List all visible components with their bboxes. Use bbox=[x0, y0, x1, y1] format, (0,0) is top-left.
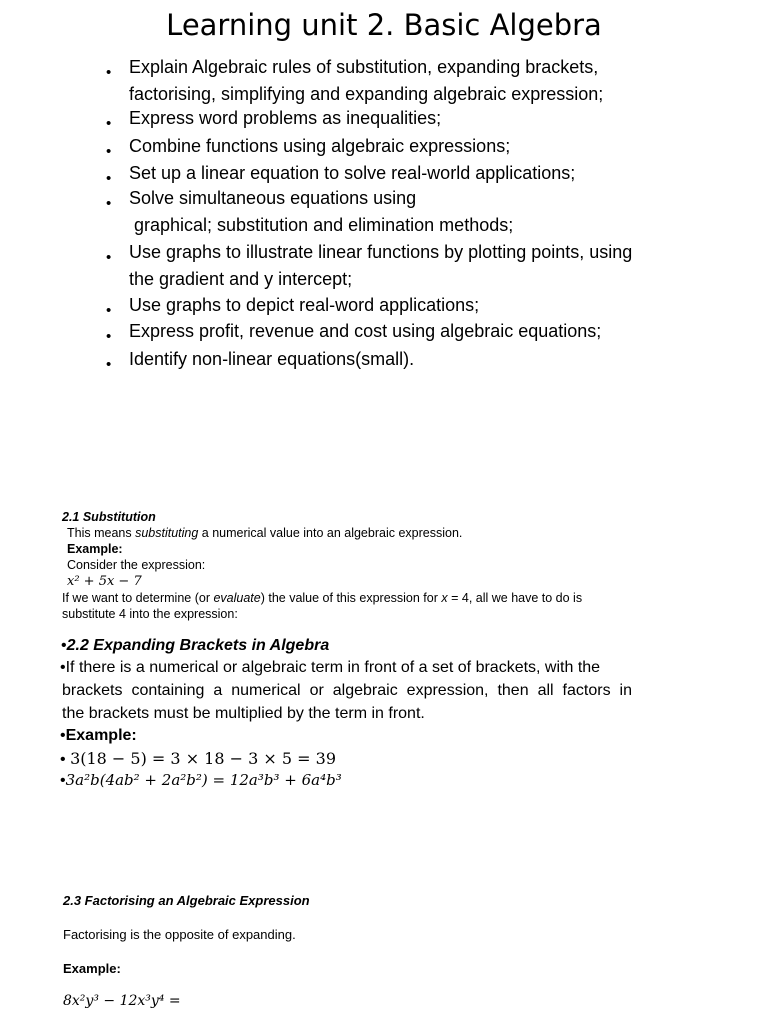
section-heading: 2.1 Substitution bbox=[62, 510, 156, 524]
paragraph-line: the brackets must be multiplied by the term in front. bbox=[62, 705, 425, 722]
expression: x² + 5x − 7 bbox=[67, 574, 142, 589]
paragraph-line: brackets containing a numerical or algebraic expression, then all factors in bbox=[62, 682, 632, 699]
bullet: • bbox=[106, 195, 112, 212]
paragraph-line: If we want to determine (or evaluate) the value of this expression for x = 4, all we have to do is bbox=[62, 591, 583, 605]
bullet: • bbox=[106, 356, 112, 373]
paragraph-line: Factorising is the opposite of expanding. bbox=[63, 927, 296, 942]
paragraph-line: substitute 4 into the expression: bbox=[62, 607, 238, 621]
page-title: Learning unit 2. Basic Algebra bbox=[166, 8, 602, 42]
section-heading: •2.2 Expanding Brackets in Algebra bbox=[61, 637, 330, 654]
bullet: • bbox=[106, 170, 112, 187]
paragraph-line: •If there is a numerical or algebraic term in front of a set of brackets, with the bbox=[60, 659, 601, 676]
bullet: • bbox=[106, 143, 112, 160]
expression: 8x²y³ − 12x³y⁴ = bbox=[63, 993, 181, 1009]
bullet: • bbox=[60, 727, 66, 744]
bullet: • bbox=[106, 249, 112, 266]
bullet: • bbox=[60, 751, 66, 768]
bullet: • bbox=[106, 115, 112, 132]
example-label: Example: bbox=[63, 961, 121, 976]
bullet: • bbox=[106, 328, 112, 345]
definition: This means substituting a numerical value into an algebraic expression. bbox=[67, 526, 463, 540]
bullet: • bbox=[60, 772, 66, 789]
section-heading: 2.3 Factorising an Algebraic Expression bbox=[63, 893, 310, 908]
bullet: • bbox=[106, 302, 112, 319]
consider-text: Consider the expression: bbox=[67, 558, 206, 572]
bullet: • bbox=[60, 659, 66, 676]
example-label: •Example: bbox=[60, 727, 137, 744]
example-label: Example: bbox=[67, 542, 123, 556]
example-equation: •3a²b(4ab² + 2a²b²) = 12a³b³ + 6a⁴b³ bbox=[60, 771, 342, 789]
bullet: • bbox=[106, 64, 112, 81]
example-equation: • 3(18 − 5) = 3 × 18 − 3 × 5 = 39 bbox=[60, 749, 336, 768]
bullet: • bbox=[61, 637, 67, 654]
